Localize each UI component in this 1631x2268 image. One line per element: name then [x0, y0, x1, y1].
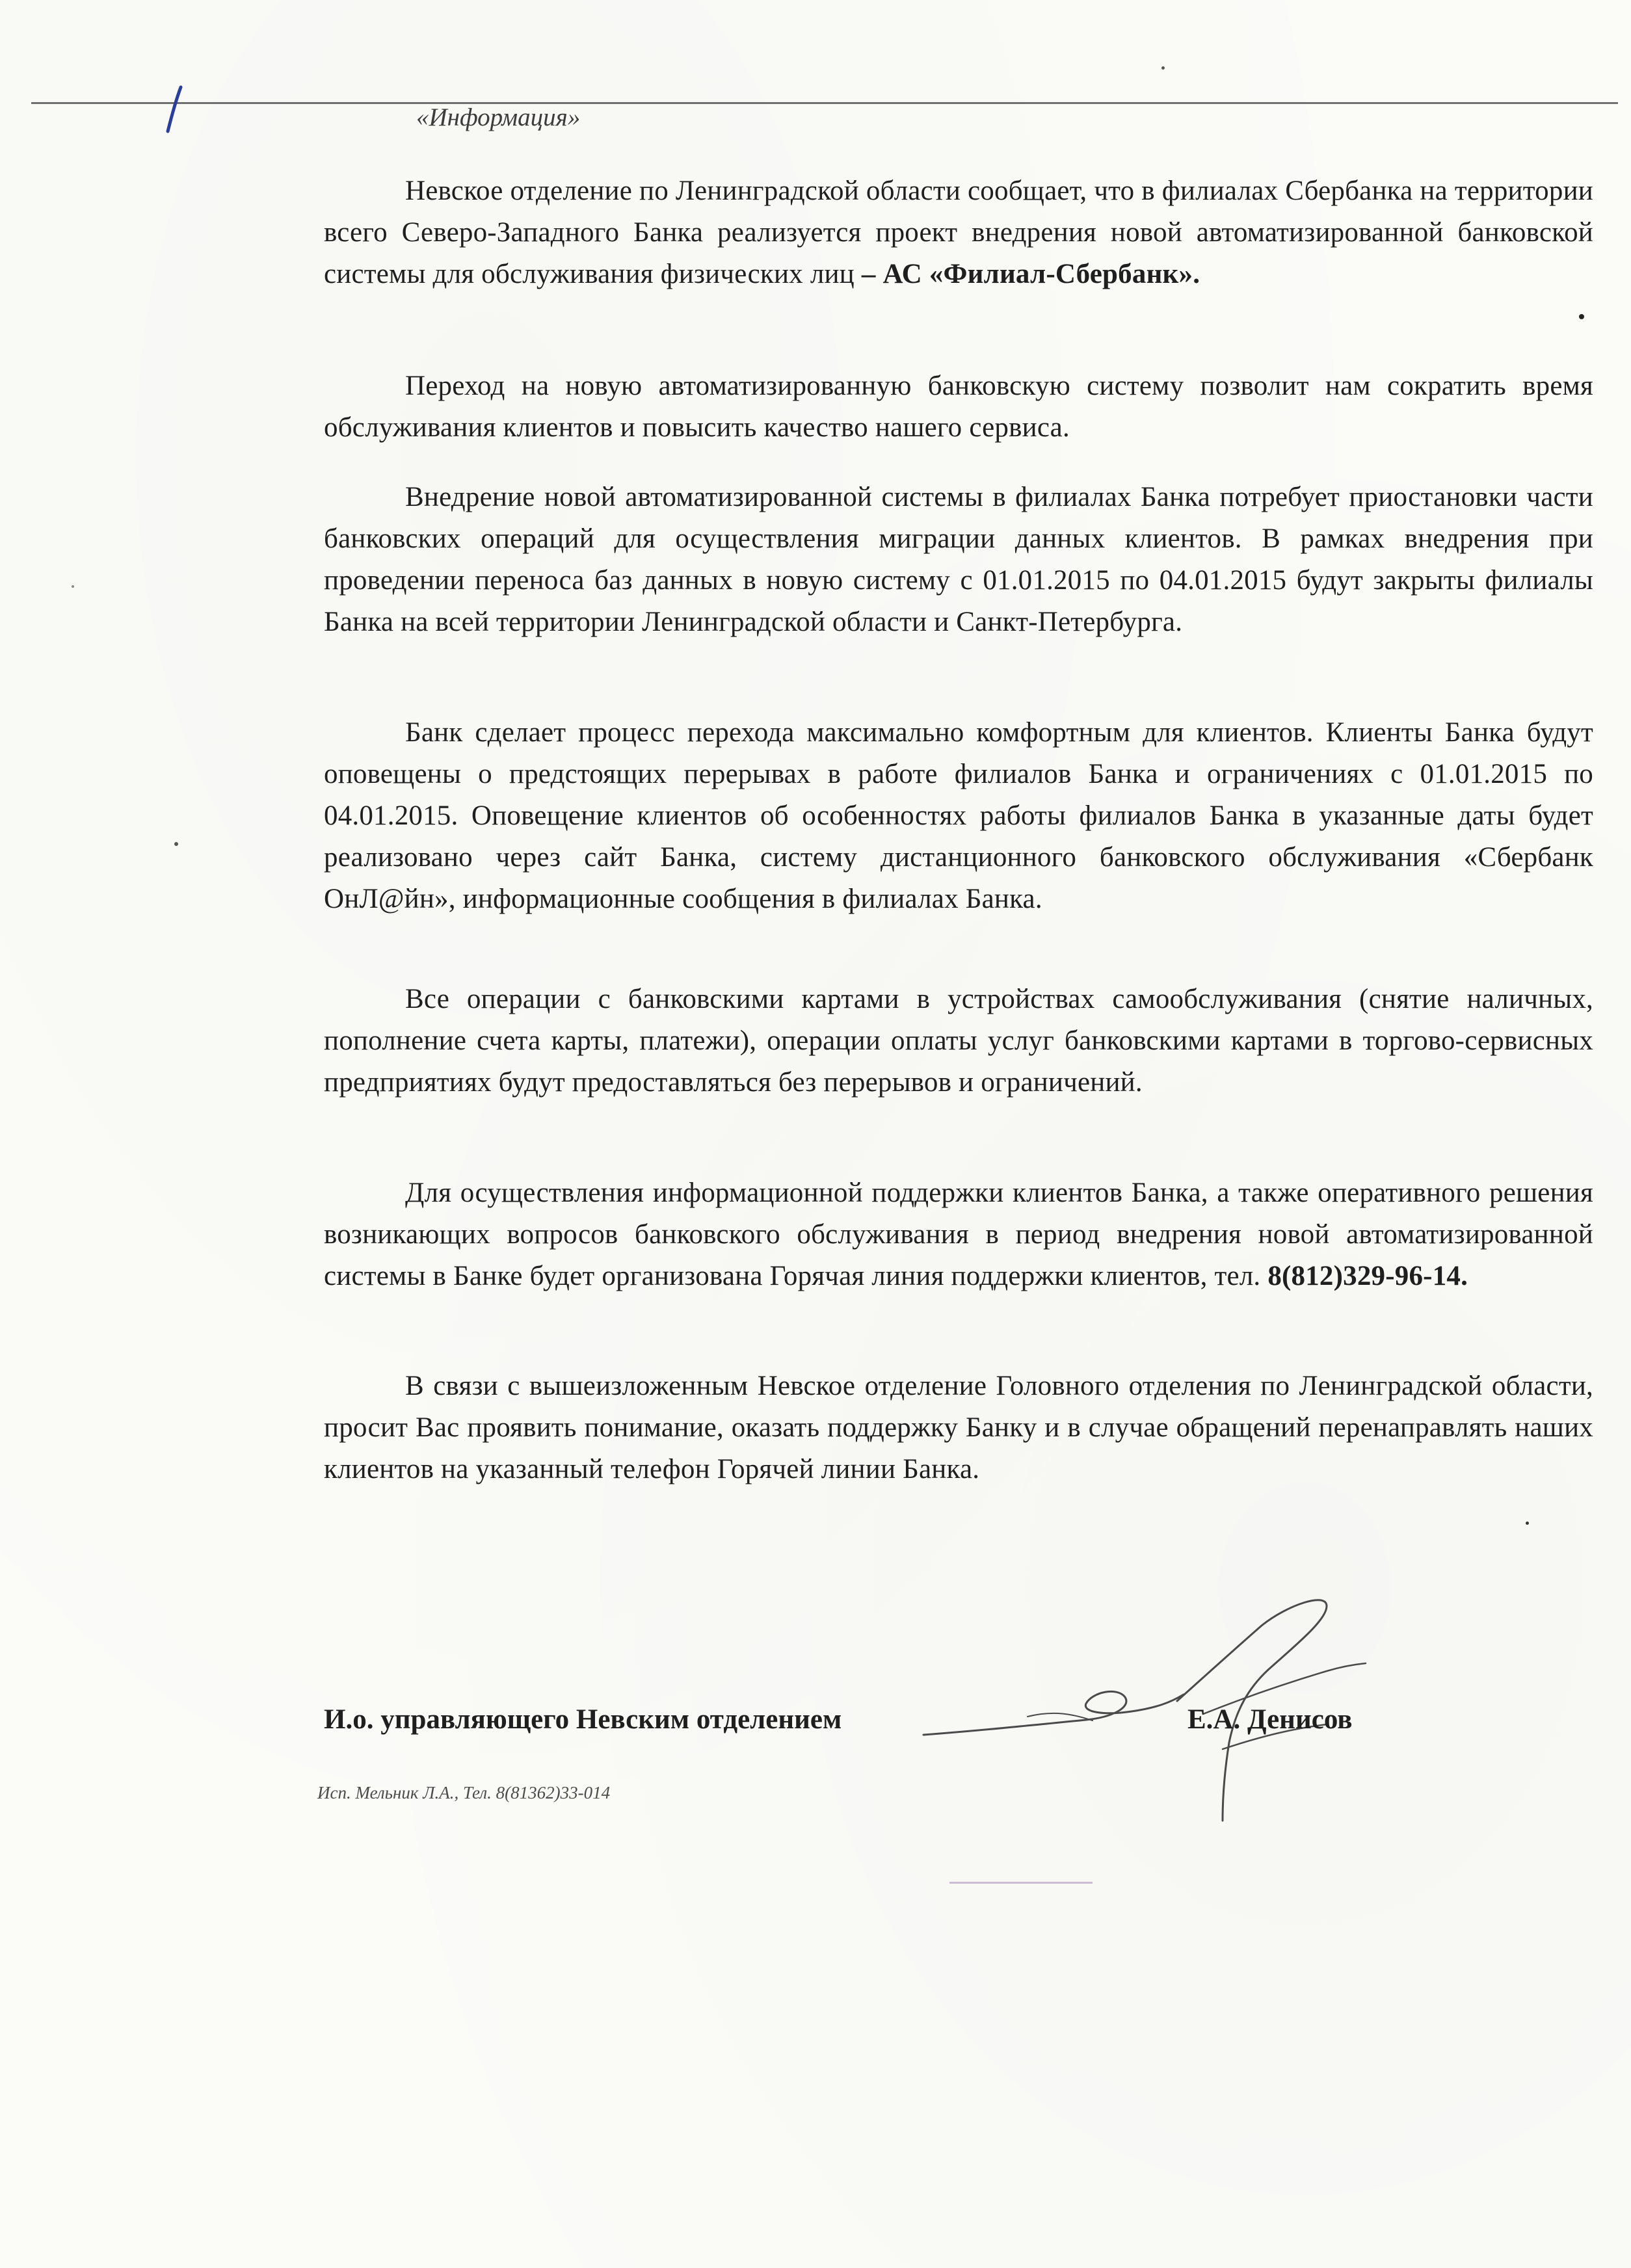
paragraph-request: В связи с вышеизложенным Невское отделение Головного отделения по Ленинградской области, просит Вас проявить понимание, оказать поддержку Банку и в случае обращений перенаправлять наших клиентов на указанный телефон Горячей линии Банка. [324, 1371, 1593, 1484]
scan-speck [1579, 314, 1584, 319]
scan-speck [72, 585, 74, 588]
paragraph-card-operations: Все операции с банковскими картами в устройствах самообслуживания (снятие наличных, пополнение счета карты, платежи), операции оплаты услуг банковскими картами в торгово-сервисных предприятиях будут предоставляться без перерывов и ограничений. [324, 984, 1593, 1098]
signer-name: Е.А. Денисов [1187, 1704, 1353, 1735]
document-heading: «Информация» [416, 103, 581, 131]
paragraph-benefits: Переход на новую автоматизированную банковскую систему позволит нам сократить время обслуживания клиентов и повысить качество нашего сервиса. [324, 371, 1593, 443]
paragraph-project-intro-text: Невское отделение по Ленинградской области сообщает, что в филиалах Сбербанка на территории всего Северо-Западного Банка реализуется проект внедрения новой автоматизированной банковской системы для обслуживания физических лиц [324, 176, 1593, 289]
paragraph-project-intro [324, 170, 1593, 295]
faint-stamp-mark [949, 1882, 1093, 1884]
signer-title: И.о. управляющего Невским отделением [324, 1704, 842, 1735]
paragraph-hotline-text: Для осуществления информационной поддержки клиентов Банка, а также оперативного решения возникающих вопросов банковского обслуживания в период внедрения новой автоматизированной системы в Банке будет организована Горячая линия поддержки клиентов, тел. [324, 1178, 1593, 1291]
paragraph-notification: Банк сделает процесс перехода максимально комфортным для клиентов. Клиенты Банка будут оповещены о предстоящих перерывах в работе филиалов Банка и ограничениях с 01.01.2015 по 04.01.2015. Оповещение клиентов об особенностях работы филиалов Банка в указанные даты будет реализовано через сайт Банка, систему дистанционного банковского обслуживания «Сбербанк ОнЛ@йн», информационные сообщения в филиалах Банка. [324, 717, 1593, 914]
scan-speck [1526, 1522, 1529, 1525]
executor-line: Исп. Мельник Л.А., Тел. 8(81362)33-014 [317, 1783, 611, 1802]
hotline-phone: 8(812)329-96-14. [1267, 1261, 1468, 1291]
pen-mark [161, 85, 187, 137]
paragraph-suspension: Внедрение новой автоматизированной системы в филиалах Банка потребует приостановки части банковских операций для осуществления миграции данных клиентов. В рамках внедрения при проведении переноса баз данных в новую систему с 01.01.2015 по 04.01.2015 будут закрыты филиалы Банка на всей территории Ленинградской области и Санкт-Петербурга. [324, 482, 1593, 637]
scan-speck [1161, 66, 1165, 70]
scan-speck [174, 842, 178, 846]
signature-block [324, 1704, 1593, 1782]
top-divider-line [31, 102, 1618, 104]
system-name-bold: – АС «Филиал-Сбербанк». [861, 259, 1200, 289]
paragraph-hotline [324, 1172, 1593, 1297]
